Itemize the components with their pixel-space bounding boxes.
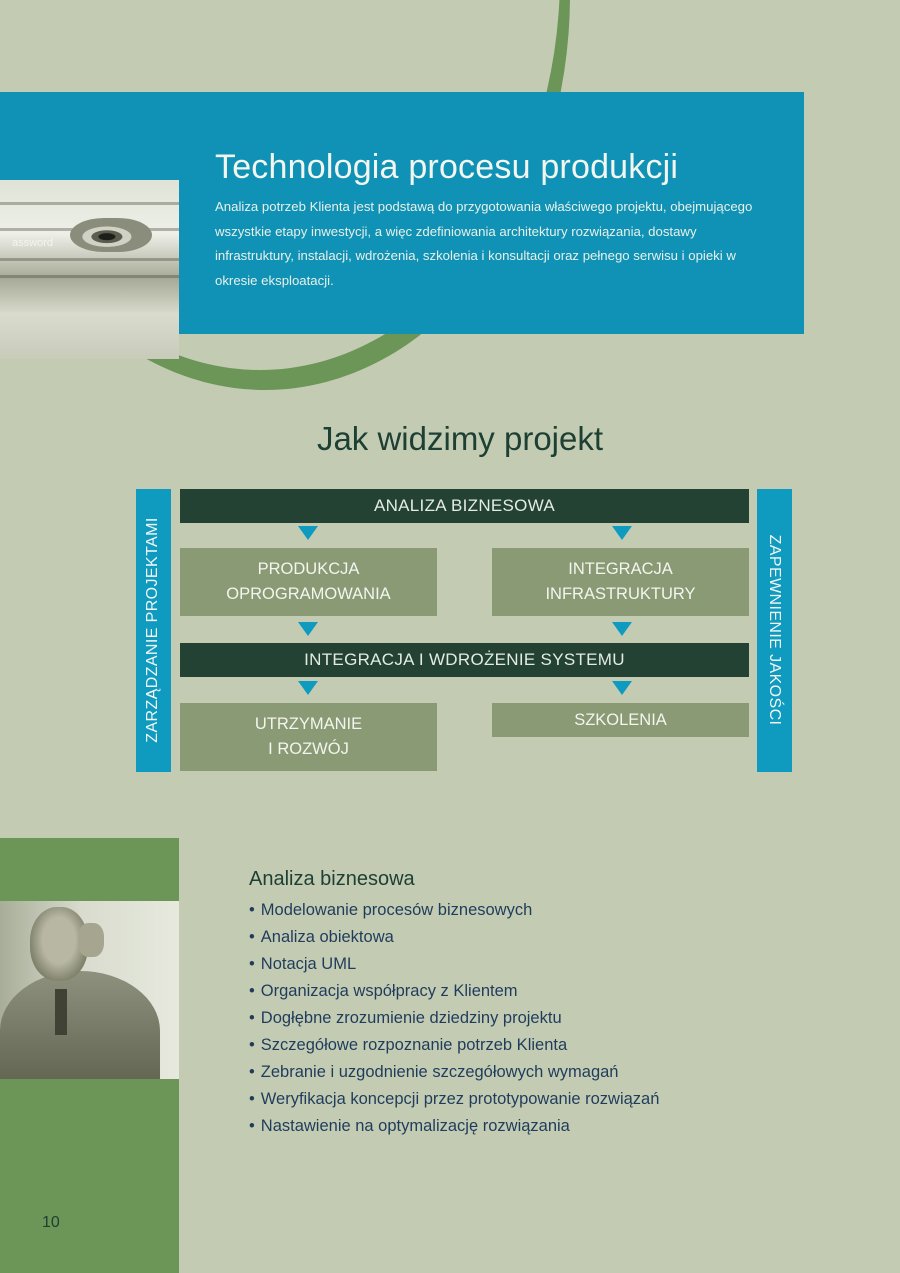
quality-assurance-label: ZAPEWNIENIE JAKOŚCI — [766, 534, 783, 726]
list-item: • Modelowanie procesów biznesowych — [249, 897, 659, 924]
infrastructure-integration-box — [492, 548, 749, 616]
list-item: • Organizacja współpracy z Klientem — [249, 978, 659, 1005]
training-box — [492, 703, 749, 737]
diagram-heading: Jak widzimy projekt — [316, 420, 604, 457]
list-item: • Zebranie i uzgodnienie szczegółowych wymagań — [249, 1059, 659, 1086]
list-item: • Weryfikacja koncepcji przez prototypowanie rozwiązań — [249, 1086, 659, 1113]
eye-photo — [0, 180, 179, 359]
intro-paragraph: Analiza potrzeb Klienta jest podstawą do przygotowania właściwego projektu, obejmującego wszystkie etapy inwestycji, a więc zdefiniowania architektury rozwiązania, dostawy infrastruktury, instalacji, wdrożenia, szkolenia i konsultacji oraz pełnego serwisu i opieki w okresie eksploatacji. — [215, 199, 753, 288]
arrow-down-icon — [298, 681, 318, 695]
list-item: • Notacja UML — [249, 951, 659, 978]
arrow-down-icon — [298, 622, 318, 636]
list-item: • Analiza obiektowa — [249, 924, 659, 951]
arrow-down-icon — [298, 526, 318, 540]
business-analysis-bar — [180, 489, 749, 523]
arrow-down-icon — [612, 681, 632, 695]
eye-graphic — [70, 218, 152, 252]
list-item: • Dogłębne zrozumienie dziedziny projektu — [249, 1005, 659, 1032]
bullet-list — [249, 897, 659, 1140]
page-number: 10 — [42, 1214, 60, 1231]
system-integration-label: INTEGRACJA I WDROŻENIE SYSTEMU — [304, 650, 625, 669]
photo-text: assword — [12, 237, 53, 249]
project-management-label: ZARZĄDZANIE PROJEKTAMI — [144, 517, 161, 743]
maintenance-box — [180, 703, 437, 771]
list-item: • Szczegółowe rozpoznanie potrzeb Klienta — [249, 1032, 659, 1059]
list-item: • Nastawienie na optymalizację rozwiązania — [249, 1113, 659, 1140]
page-title: Technologia procesu produkcji — [215, 148, 679, 186]
section-heading: Analiza biznesowa — [249, 868, 415, 890]
business-analysis-label: ANALIZA BIZNESOWA — [373, 496, 556, 515]
arrow-down-icon — [612, 622, 632, 636]
maintenance-label: UTRZYMANIE I ROZWÓJ — [254, 715, 363, 758]
training-label: SZKOLENIA — [574, 710, 667, 729]
infrastructure-integration-label: INTEGRACJA INFRASTRUKTURY — [545, 560, 696, 603]
system-integration-bar — [180, 643, 749, 677]
software-production-label: PRODUKCJA OPROGRAMOWANIA — [226, 560, 391, 603]
software-production-box — [180, 548, 437, 616]
businessman-photo — [0, 901, 179, 1079]
arrow-down-icon — [612, 526, 632, 540]
